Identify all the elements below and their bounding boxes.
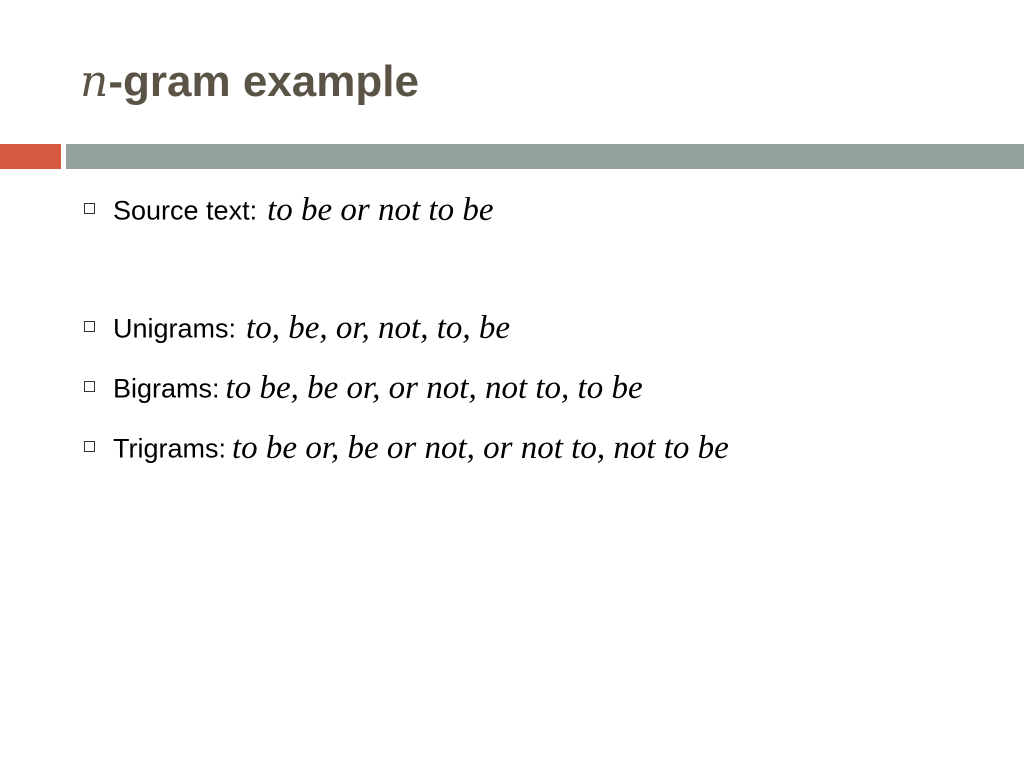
bullet-item-unigrams [84,304,510,352]
bullet-value: to be or, be or not, or not to, not to be [232,430,729,467]
title-text: -gram example [108,57,419,106]
slide-title [80,50,419,114]
title-variable-n: n [80,56,109,107]
bullet-value: to, be, or, not, to, be [246,310,511,347]
bullet-label: Bigrams: [113,373,220,404]
bullet-item-bigrams [84,364,643,412]
bullet-value: to be, be or, or not, not to, to be [225,370,643,407]
square-bullet-icon [84,441,95,452]
bullet-item-source-text [84,186,493,234]
bullet-label: Trigrams: [113,433,226,464]
square-bullet-icon [84,203,95,214]
title-divider-bar [66,144,1024,169]
bullet-label: Source text: [113,195,258,226]
square-bullet-icon [84,321,95,332]
square-bullet-icon [84,381,95,392]
bullet-label: Unigrams: [113,313,237,344]
bullet-value: to be or not to be [267,192,494,229]
title-accent-bar [0,144,61,169]
bullet-item-trigrams [84,424,729,472]
